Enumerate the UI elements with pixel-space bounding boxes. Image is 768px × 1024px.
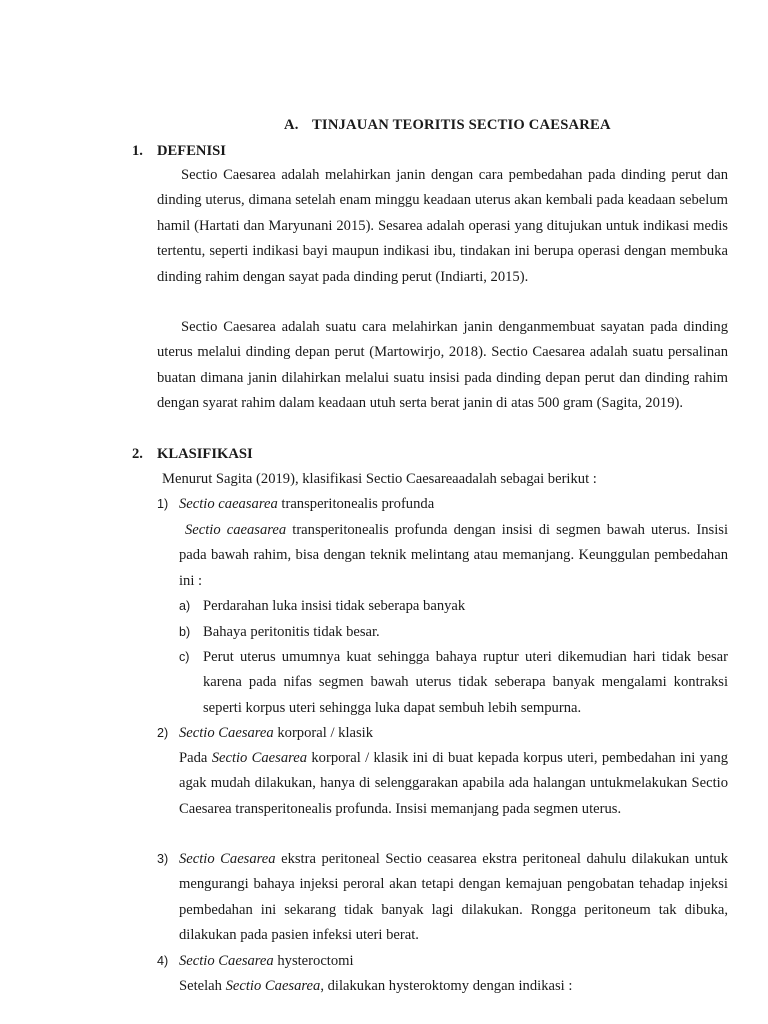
list-title (179, 949, 354, 974)
italic-term: Sectio Caesarea (179, 725, 274, 741)
document-title (284, 113, 704, 138)
item-body (179, 518, 728, 594)
italic-term: Sectio Caesarea (225, 978, 321, 994)
title-number: A. (284, 117, 299, 133)
point-label: b) (179, 625, 191, 639)
list-number: 3) (157, 852, 169, 866)
point-text: Bahaya peritonitis tidak besar. (203, 624, 380, 640)
classification-intro: Menurut Sagita (2019), klasifikasi Sectio Caesareaadalah sebagai berikut : (162, 471, 597, 487)
list-number: 4) (157, 954, 169, 968)
item-body (179, 746, 728, 822)
body-rest: korporal / klasik ini di buat kepada korpus uteri, pembedahan ini yang agak mudah dilakukan, hanya di selenggarakan apabila ada halangan untukmelakukan Sectio Caesarea transperitonealis profunda. Insisi memanjang pada segmen uterus. (179, 750, 728, 817)
paragraph-text: Sectio Caesarea adalah melahirkan janin dengan cara pembedahan pada dinding perut dan dinding uterus, dimana setelah enam minggu keadaan uterus akan kembali pada keadaan sebelum hamil (Hartati dan Maryunani 2015). Sesarea adalah operasi yang ditujukan untuk indikasi medis tertentu, seperti indikasi bayi maupun indikasi ibu, tindakan ini berupa operasi dengan membuka dinding rahim dengan sayat pada dinding perut (Indiarti, 2015). (157, 167, 728, 285)
italic-term: Sectio Caesarea (211, 750, 308, 766)
item-body (179, 974, 728, 999)
paragraph-definition-2 (157, 315, 728, 417)
item-body (179, 847, 728, 949)
body-prefix: Setelah (179, 978, 226, 994)
paragraph-text: Sectio Caesarea adalah suatu cara melahirkan janin denganmembuat sayatan pada dinding uterus melalui dinding depan perut (Martowirjo, 2018). Sectio Caesarea adalah suatu persalinan buatan dimana janin dilahirkan melalui suatu insisi pada dinding depan perut dan dinding rahim dengan syarat rahim dalam keadaan utuh serta berat janin di atas 500 gram (Sagita, 2019). (157, 319, 728, 412)
list-number: 2) (157, 726, 169, 740)
list-number: 1) (157, 497, 169, 511)
body-rest: ekstra peritoneal Sectio ceasarea ekstra peritoneal dahulu dilakukan untuk mengurangi bahaya injeksi peroral akan tetapi dengan kemajuan pengobatan tehadap injeksi pembedahan ini sekarang tidak banyak lagi dilakukan. Rongga peritoneum tak dibuka, dilakukan pada pasien infeksi uteri berat. (179, 851, 728, 944)
point-label: c) (179, 650, 190, 664)
section-number: 1. (132, 143, 143, 159)
body-prefix: Pada (179, 750, 212, 766)
point-text: Perdarahan luka insisi tidak seberapa banyak (203, 598, 466, 614)
title-rest: hysteroctomi (273, 953, 354, 969)
title-rest: transperitonealis profunda (277, 496, 435, 512)
title-text: TINJAUAN TEORITIS SECTIO CAESAREA (312, 117, 611, 133)
italic-term: Sectio caeasarea (179, 496, 278, 512)
title-rest: korporal / klasik (273, 725, 374, 741)
point-label: a) (179, 599, 191, 613)
section-heading-klasifikasi (132, 442, 253, 467)
list-title (179, 492, 434, 517)
list-item-4-body (179, 974, 728, 999)
section-heading-defenisi (132, 139, 226, 164)
list-item-2-body (179, 746, 728, 822)
list-title (179, 721, 373, 746)
section-title: KLASIFIKASI (157, 446, 253, 462)
section-number: 2. (132, 446, 143, 462)
list-item-1-body (179, 518, 728, 594)
italic-term: Sectio Caesarea (179, 953, 274, 969)
body-rest: transperitonealis profunda dengan insisi di segmen bawah uterus. Insisi pada bawah rahim, bisa dengan teknik melintang atau memanjang. Keunggulan pembedahan ini : (179, 522, 728, 589)
point-text: Perut uterus umumnya kuat sehingga bahaya ruptur uteri dikemudian hari tidak besar karena pada nifas segmen bawah uterus tidak seberapa banyak mengalami kontraksi seperti korpus uteri sehingga luka dapat sembuh lebih sempurna. (203, 649, 728, 716)
body-rest: , dilakukan hysteroktomy dengan indikasi : (320, 978, 573, 994)
italic-term: Sectio caeasarea (185, 522, 287, 538)
paragraph-definition-1 (157, 163, 728, 290)
section-title: DEFENISI (157, 143, 226, 159)
italic-term: Sectio Caesarea (179, 851, 276, 867)
